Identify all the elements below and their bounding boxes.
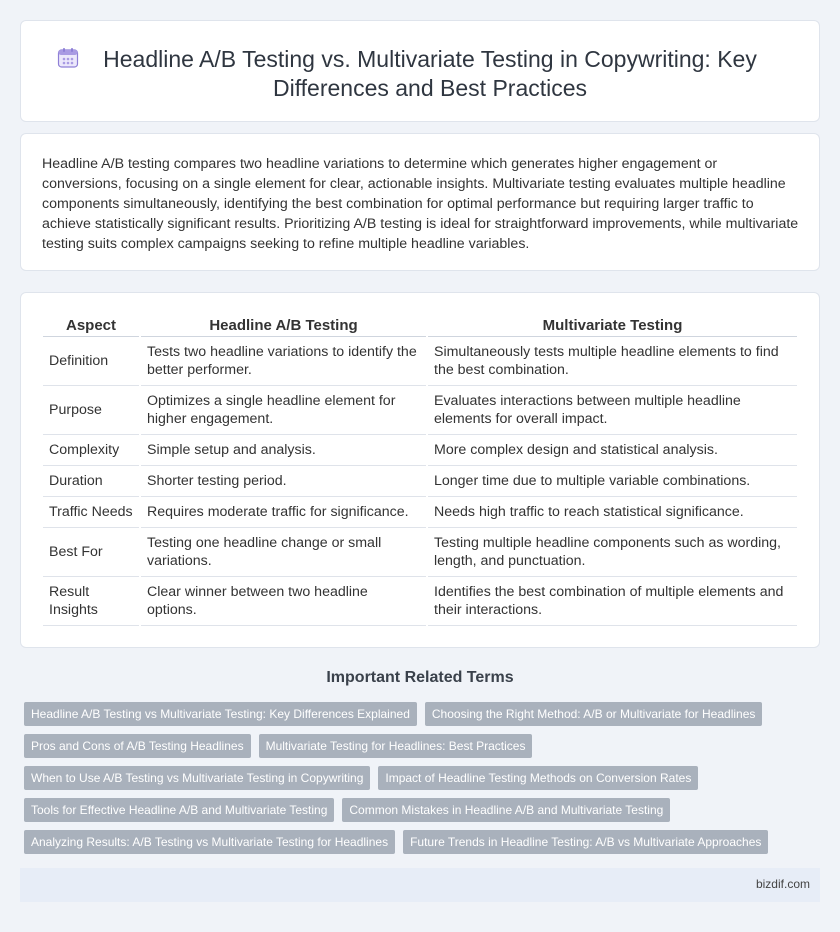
table-row bbox=[43, 337, 797, 386]
related-term-tag[interactable]: Impact of Headline Testing Methods on Conversion Rates bbox=[378, 766, 698, 790]
row-multivariate-value: Evaluates interactions between multiple headline elements for overall impact. bbox=[428, 386, 797, 435]
comparison-table-card bbox=[20, 292, 820, 648]
row-multivariate-value: Testing multiple headline components such as wording, length, and punctuation. bbox=[428, 528, 797, 577]
row-aspect: Definition bbox=[43, 337, 139, 386]
footer bbox=[20, 868, 820, 902]
tag-row bbox=[24, 734, 824, 758]
row-multivariate-value: Needs high traffic to reach statistical significance. bbox=[428, 497, 797, 528]
related-terms-heading: Important Related Terms bbox=[326, 669, 514, 686]
related-term-tag[interactable]: Tools for Effective Headline A/B and Multivariate Testing bbox=[24, 798, 334, 822]
row-multivariate-value: Simultaneously tests multiple headline elements to find the best combination. bbox=[428, 337, 797, 386]
related-term-tag[interactable]: Choosing the Right Method: A/B or Multivariate for Headlines bbox=[425, 702, 763, 726]
row-ab-value: Simple setup and analysis. bbox=[141, 435, 426, 466]
row-ab-value: Requires moderate traffic for significance. bbox=[141, 497, 426, 528]
intro-card bbox=[20, 133, 820, 271]
table-row bbox=[43, 435, 797, 466]
row-ab-value: Optimizes a single headline element for higher engagement. bbox=[141, 386, 426, 435]
comparison-table bbox=[41, 313, 799, 626]
row-aspect: Traffic Needs bbox=[43, 497, 139, 528]
table-row bbox=[43, 386, 797, 435]
row-multivariate-value: Identifies the best combination of multiple elements and their interactions. bbox=[428, 577, 797, 626]
row-aspect: Result Insights bbox=[43, 577, 139, 626]
related-terms-list bbox=[24, 702, 824, 862]
related-term-tag[interactable]: Headline A/B Testing vs Multivariate Testing: Key Differences Explained bbox=[24, 702, 417, 726]
table-row bbox=[43, 577, 797, 626]
related-term-tag[interactable]: Future Trends in Headline Testing: A/B vs Multivariate Approaches bbox=[403, 830, 768, 854]
column-header-ab-testing: Headline A/B Testing bbox=[141, 313, 426, 337]
related-term-tag[interactable]: Analyzing Results: A/B Testing vs Multivariate Testing for Headlines bbox=[24, 830, 395, 854]
related-term-tag[interactable]: Pros and Cons of A/B Testing Headlines bbox=[24, 734, 251, 758]
related-term-tag[interactable]: When to Use A/B Testing vs Multivariate Testing in Copywriting bbox=[24, 766, 370, 790]
intro-paragraph: Headline A/B testing compares two headline variations to determine which generates higher engagement or conversions, focusing on a single element for clear, actionable insights. Multivariate testing evaluates multiple headline components simultaneously, identifying the best combination for optimal performance but requiring larger traffic to achieve statistically significant results. Prioritizing A/B testing is ideal for straightforward improvements, while multivariate testing suits complex campaigns seeking to refine multiple headline variables. bbox=[42, 156, 799, 252]
related-term-tag[interactable]: Common Mistakes in Headline A/B and Multivariate Testing bbox=[342, 798, 670, 822]
tag-row bbox=[24, 702, 824, 726]
row-multivariate-value: Longer time due to multiple variable combinations. bbox=[428, 466, 797, 497]
row-aspect: Best For bbox=[43, 528, 139, 577]
row-ab-value: Shorter testing period. bbox=[141, 466, 426, 497]
column-header-aspect: Aspect bbox=[43, 313, 139, 337]
row-aspect: Complexity bbox=[43, 435, 139, 466]
row-ab-value: Clear winner between two headline options. bbox=[141, 577, 426, 626]
tag-row bbox=[24, 766, 824, 790]
row-ab-value: Tests two headline variations to identify the better performer. bbox=[141, 337, 426, 386]
table-row bbox=[43, 466, 797, 497]
table-header-row bbox=[43, 313, 797, 337]
site-name[interactable]: bizdif.com bbox=[755, 877, 810, 891]
related-term-tag[interactable]: Multivariate Testing for Headlines: Best Practices bbox=[259, 734, 533, 758]
tag-row bbox=[24, 798, 824, 822]
tag-row bbox=[24, 830, 824, 854]
page-title: Headline A/B Testing vs. Multivariate Testing in Copywriting: Key Differences and Best Practices bbox=[103, 46, 757, 101]
column-header-multivariate: Multivariate Testing bbox=[428, 313, 797, 337]
table-row bbox=[43, 497, 797, 528]
row-aspect: Duration bbox=[43, 466, 139, 497]
row-multivariate-value: More complex design and statistical analysis. bbox=[428, 435, 797, 466]
row-aspect: Purpose bbox=[43, 386, 139, 435]
table-row bbox=[43, 528, 797, 577]
row-ab-value: Testing one headline change or small variations. bbox=[141, 528, 426, 577]
header-card bbox=[20, 20, 820, 122]
